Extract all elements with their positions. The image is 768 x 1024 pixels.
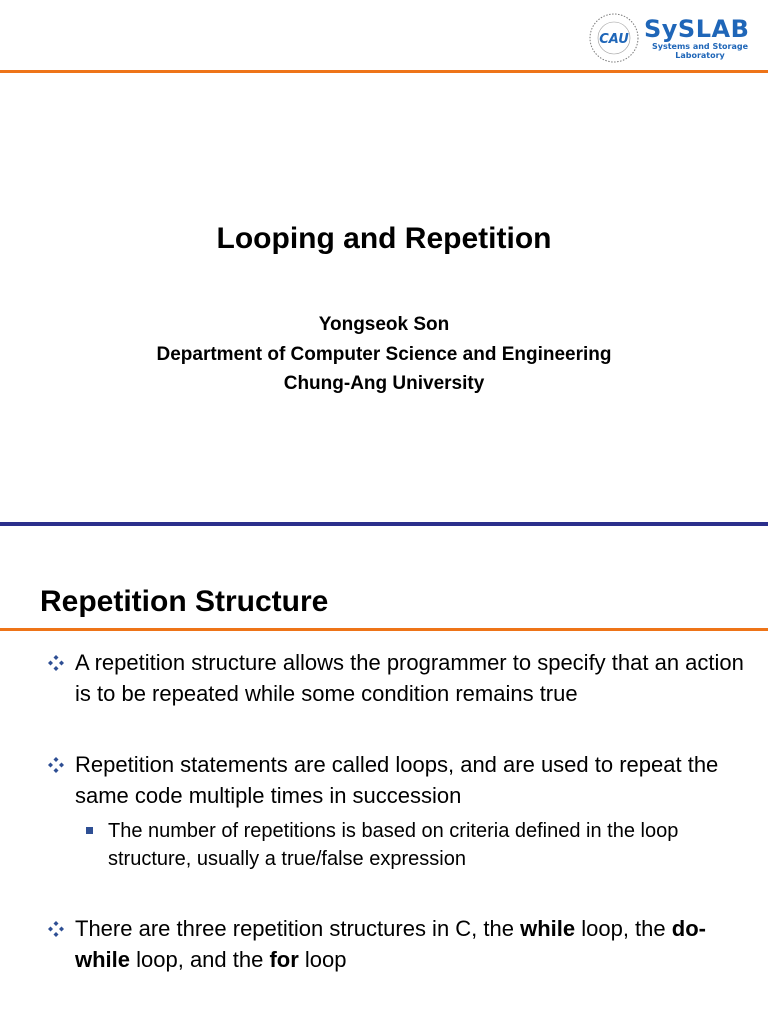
bullet-text: A repetition structure allows the programmer to specify that an action is to be repeated while some condition remains true (75, 650, 744, 706)
bullet-item (44, 914, 744, 975)
title-rule (0, 628, 768, 631)
diamond-bullet-icon (47, 654, 65, 672)
syslab-logo (588, 12, 758, 64)
logo-brand-text: SySLAB (644, 15, 750, 43)
bullet-text: Repetition statements are called loops, and are used to repeat the same code multiple times in succession (75, 752, 719, 808)
author-university: Chung-Ang University (283, 373, 485, 394)
bullet-item (44, 648, 744, 709)
logo-tagline-line2: Laboratory (675, 51, 725, 60)
slide-title: Repetition Structure (40, 585, 329, 618)
diamond-bullet-icon (47, 920, 65, 938)
logo-tagline-line1: Systems and Storage (651, 42, 749, 51)
header-rule (0, 70, 768, 73)
sub-bullet-item (75, 817, 744, 873)
cau-seal-text: CAU (599, 32, 629, 47)
bullet-list (44, 648, 744, 975)
slide-divider (0, 522, 768, 526)
bullet-text-part: There are three repetition structures in C, the (75, 916, 521, 941)
logo-tagline (648, 42, 752, 60)
bullet-text-part: loop, the (575, 916, 672, 941)
keyword-for: for (269, 946, 299, 972)
presentation-title: Looping and Repetition (216, 222, 552, 255)
square-bullet-icon (86, 827, 93, 834)
keyword-do-while: do-while (75, 916, 706, 972)
author-name: Yongseok Son (318, 314, 450, 335)
diamond-bullet-icon (47, 756, 65, 774)
bullet-text-part: loop (298, 946, 347, 972)
author-department: Department of Computer Science and Engineering (156, 343, 612, 365)
cau-seal-icon (588, 12, 640, 64)
bullet-text-part: loop, and the (130, 946, 270, 972)
keyword-while: while (520, 916, 576, 941)
author-info (0, 310, 768, 399)
bullet-item (44, 750, 744, 873)
sub-bullet-text: The number of repetitions is based on criteria defined in the loop structure, usually a true/false expression (108, 820, 679, 870)
content-slide (0, 528, 768, 1024)
